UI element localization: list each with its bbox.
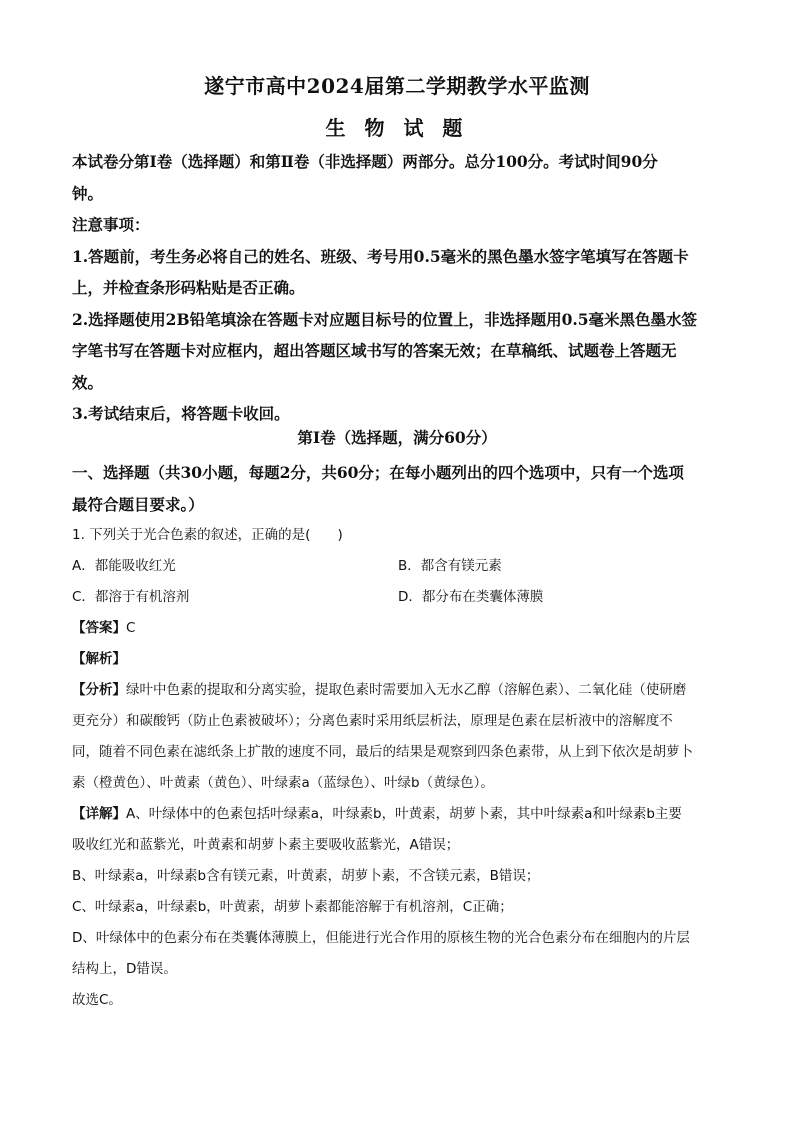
option-d: D．都分布在类囊体薄膜 [398,589,544,605]
xiangjie-line: C、叶绿素a，叶绿素b，叶黄素，胡萝卜素都能溶解于有机溶剂，C正确； [72,899,513,915]
intro-line: 2.选择题使用2B铅笔填涂在答题卡对应题目标号的位置上，非选择题用0.5毫米黑色墨水签 [72,309,698,329]
option-b: B．都含有镁元素 [398,558,502,574]
xiangjie-line: D、叶绿体中的色素分布在类囊体薄膜上，但能进行光合作用的原核生物的光合色素分布在细胞内的片层 [72,930,690,946]
xiangjie-tag: 【详解】 [72,806,126,822]
analysis-line [72,644,732,675]
answer-tag: 【答案】 [72,620,126,636]
answer-line [72,613,732,644]
option-c: C．都溶于有机溶剂 [72,589,190,605]
option-a: A．都能吸收红光 [72,558,176,574]
section-instruction [72,457,732,520]
answer-block [72,613,732,675]
instruction-line: 最符合题目要求。） [72,494,204,514]
intro-line: 钟。 [72,183,104,203]
intro-line: 效。 [72,372,104,392]
intro-line: 注意事项： [72,215,150,234]
intro-line: 3.考试结束后，将答题卡收回。 [72,404,290,423]
exam-title: 遂宁市高中2024届第二学期教学水平监测 [204,74,590,98]
xiangjie-line [72,799,732,830]
fenxi-line [72,675,732,706]
explanation-block [72,675,732,1016]
fenxi-line: 同，随着不同色素在滤纸条上扩散的速度不同，最后的结果是观察到四条色素带，从上到下依次是胡萝卜 [72,744,693,760]
question-stem: 1. 下列关于光合色素的叙述，正确的是( ) [72,527,343,543]
options-row [72,582,732,613]
intro-line: 字笔书写在答题卡对应框内，超出答题区域书写的答案无效；在草稿纸、试题卷上答题无 [72,341,677,360]
instruction-line: 一、选择题（共30小题，每题2分，共60分；在每小题列出的四个选项中，只有一个选项 [72,463,684,482]
analysis-tag: 【解析】 [72,651,126,667]
options-row [72,551,732,582]
intro-line: 1.答题前，考生务必将自己的姓名、班级、考号用0.5毫米的黑色墨水签字笔填写在答题卡 [72,246,689,266]
exam-subject: 生 物 试 题 [325,116,469,140]
question-1 [72,520,732,613]
section-title: 第Ⅰ卷（选择题，满分60分） [297,428,497,447]
fenxi-tag: 【分析】 [72,682,126,698]
intro-line: 上，并检查条形码粘贴是否正确。 [72,278,305,297]
xiangjie-line: 结构上，D错误。 [72,961,177,977]
xiangjie-line: B、叶绿素a，叶绿素b含有镁元素，叶黄素，胡萝卜素，不含镁元素，B错误； [72,868,540,884]
conclusion-line: 故选C。 [72,992,122,1008]
intro-line: 本试卷分第Ⅰ卷（选择题）和第Ⅱ卷（非选择题）两部分。总分100分。考试时间90分 [72,152,658,171]
xiangjie-text: A、叶绿体中的色素包括叶绿素a，叶绿素b，叶黄素，胡萝卜素，其中叶绿素a和叶绿素b主要 [126,806,682,822]
fenxi-line: 素（橙黄色）、叶黄素（黄色）、叶绿素a（蓝绿色）、叶绿b（黄绿色）。 [72,775,494,791]
xiangjie-line: 吸收红光和蓝紫光，叶黄素和胡萝卜素主要吸收蓝紫光，A错误； [72,837,460,853]
fenxi-text: 绿叶中色素的提取和分离实验，提取色素时需要加入无水乙醇（溶解色素）、二氧化硅（使研磨 [126,682,687,698]
fenxi-line: 更充分）和碳酸钙（防止色素被破坏）；分离色素时采用纸层析法，原理是色素在层析液中的溶解度不 [72,713,673,729]
answer-value: C [126,620,136,636]
instructions-block [72,146,732,430]
